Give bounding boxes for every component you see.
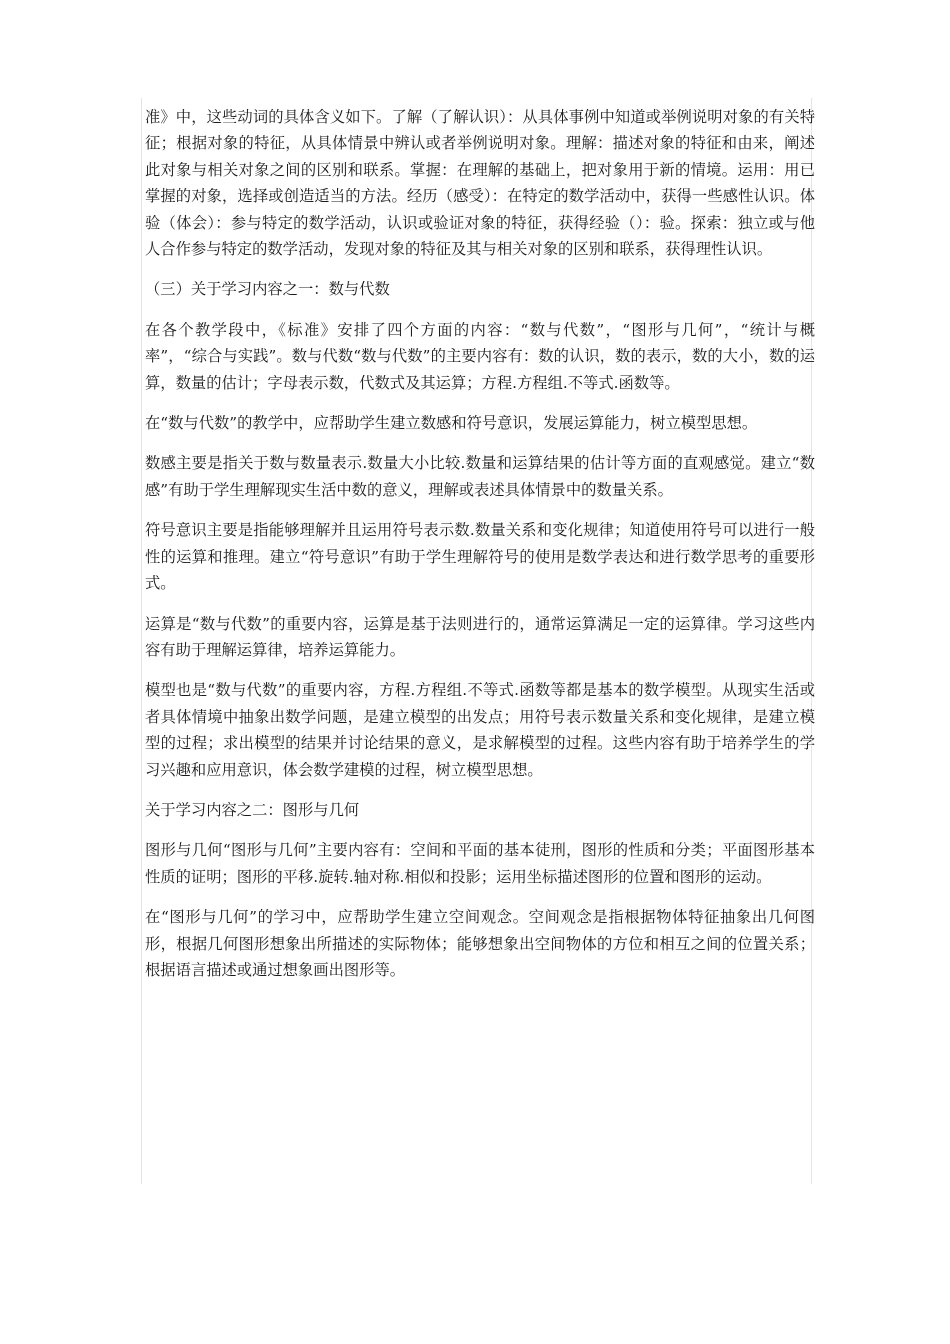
paragraph-verb-definitions: 准》中，这些动词的具体含义如下。了解（了解认识）：从具体事例中知道或举例说明对象的有关特征；根据对象的特征，从具体情景中辨认或者举例说明对象。理解：描述对象的特征和由来，阐述此对象与相关对象之间的区别和联系。掌握：在理解的基础上，把对象用于新的情境。运用：用已掌握的对象，选择或创造适当的方法。经历（感受）：在特定的数学活动中，获得一些感性认识。体验（体会）：参与特定的数学活动，认识或验证对象的特征，获得经验（）：验。探索：独立或与他人合作参与特定的数学活动，发现对象的特征及其与相关对象的区别和联系，获得理性认识。 [145,108,815,259]
paragraph-geometry-content: 图形与几何“图形与几何”主要内容有：空间和平面的基本徒刑，图形的性质和分类；平面图形基本性质的证明；图形的平移.旋转.轴对称.相似和投影；运用坐标描述图形的位置和图形的运动。 [145,841,815,886]
paragraph-models: 模型也是“数与代数”的重要内容，方程.方程组.不等式.函数等都是基本的数学模型。从现实生活或者具体情境中抽象出数学问题，是建立模型的出发点；用符号表示数量关系和变化规律，是建立模型的过程；求出模型的结果并讨论结果的意义，是求解模型的过程。这些内容有助于培养学生的学习兴趣和应用意识，体会数学建模的过程，树立模型思想。 [145,681,815,779]
paragraph-teaching-goals: 在“数与代数”的教学中，应帮助学生建立数感和符号意识，发展运算能力，树立模型思想。 [145,414,758,433]
section-heading-number-algebra: （三）关于学习内容之一：数与代数 [145,280,390,299]
paragraph-spatial-concept: 在“图形与几何”的学习中，应帮助学生建立空间观念。空间观念是指根据物体特征抽象出几何图形，根据几何图形想象出所描述的实际物体；能够想象出空间物体的方位和相互之间的位置关系；根据语言描述或通过想象画出图形等。 [145,908,815,979]
paragraph-operations: 运算是“数与代数”的重要内容，运算是基于法则进行的，通常运算满足一定的运算律。学习这些内容有助于理解运算律，培养运算能力。 [145,614,815,659]
paragraph-four-areas: 在各个教学段中，《标准》安排了四个方面的内容：“数与代数”，“图形与几何”，“统计与概率”，“综合与实践”。数与代数“数与代数”的主要内容有：数的认识，数的表示，数的大小，数的运算，数量的估计；字母表示数，代数式及其运算；方程.方程组.不等式.函数等。 [145,320,815,392]
document-body [145,104,815,997]
paragraph-number-sense: 数感主要是指关于数与数量表示.数量大小比较.数量和运算结果的估计等方面的直观感觉。建立“数感”有助于学生理解现实生活中数的意义，理解或表述具体情景中的数量关系。 [145,454,815,499]
section-heading-geometry: 关于学习内容之二：图形与几何 [145,800,360,819]
paragraph-symbol-sense: 符号意识主要是指能够理解并且运用符号表示数.数量关系和变化规律；知道使用符号可以进行一般性的运算和推理。建立“符号意识”有助于学生理解符号的使用是数学表达和进行数学思考的重要形式。 [145,521,815,593]
